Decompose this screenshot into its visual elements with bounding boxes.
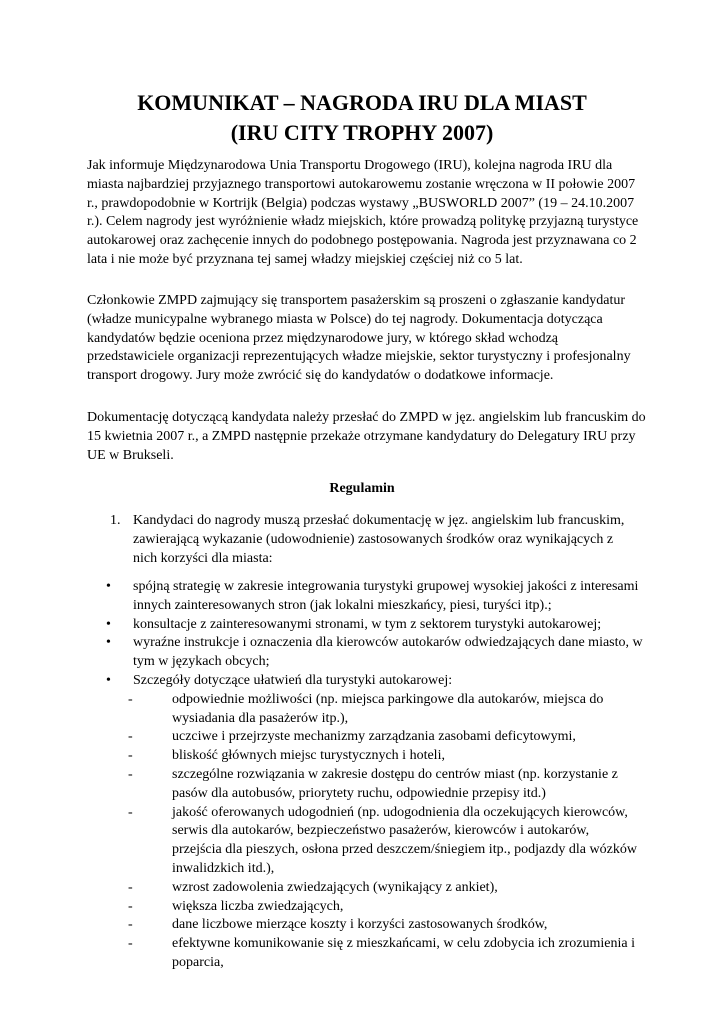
dash-marker: - [128, 766, 133, 782]
regulamin-heading: Regulamin [329, 481, 395, 496]
bullet-icon: • [106, 579, 111, 594]
dash-marker: - [128, 898, 133, 914]
dash-marker: - [128, 936, 133, 952]
numbered-item-marker: 1. [110, 513, 121, 528]
dash-item [0, 935, 724, 973]
paragraph-submission: Dokumentację dotyczącą kandydata należy przesłać do ZMPD w jęz. angielskim lub francuskim do 15 kwietnia 2007 r., a ZMPD następnie przekaże otrzymane kandydatury do Delegatury IRU przy UE w Brukseli. [87, 410, 646, 463]
bullet-icon: • [106, 635, 111, 651]
document-title [84, 88, 640, 148]
dash-marker: - [128, 917, 133, 933]
dash-text: uczciwe i przejrzyste mechanizmy zarządzania zasobami deficytowymi, [172, 729, 576, 745]
dash-marker: - [128, 748, 133, 764]
dash-text: dane liczbowe mierzące koszty i korzyści zastosowanych środków, [172, 917, 548, 933]
bullet-icon: • [106, 672, 111, 688]
dash-text: jakość oferowanych udogodnień (np. udogodnienia dla oczekujących kierowców, serwis dla autokarów, bezpieczeństwo pasażerów, kierowców i autokarów, przejścia dla pieszych, osłona przed deszczem/śniegiem itp., podjazdy dla wózków inwalidzkich itd.), [172, 804, 637, 876]
dash-item [0, 916, 724, 935]
dash-item [0, 898, 724, 917]
dash-text: odpowiednie możliwości (np. miejsca parkingowe dla autokarów, miejsca do wysiadania dla pasażerów itp.), [172, 691, 604, 726]
bullet-icon: • [106, 616, 111, 632]
dash-marker: - [128, 691, 133, 707]
dash-item [0, 728, 724, 747]
dash-marker: - [128, 804, 133, 820]
dash-text: efektywne komunikowanie się z mieszkańcami, w celu zdobycia ich zrozumienia i poparcia, [172, 936, 635, 970]
title-line-2: (IRU CITY TROPHY 2007) [230, 120, 494, 145]
dash-marker: - [128, 879, 133, 895]
bullet-text: Szczegóły dotyczące ułatwień dla turystyki autokarowej: [133, 672, 453, 688]
numbered-item-text: Kandydaci do nagrody muszą przesłać dokumentację w jęz. angielskim lub francuskim, zawierającą wykazanie (udowodnienie) zastosowanych środków oraz wynikających z nich korzyści dla miasta: [133, 513, 625, 566]
dash-item [0, 766, 724, 804]
title-line-1: KOMUNIKAT – NAGRODA IRU DLA MIAST [137, 90, 587, 115]
dash-text: wzrost zadowolenia zwiedzających (wynikający z ankiet), [172, 879, 498, 895]
dash-item [0, 804, 724, 879]
criteria-bullet-list [0, 578, 724, 973]
facilities-dash-list [0, 691, 724, 973]
bullet-item [0, 578, 724, 616]
bullet-item [0, 634, 724, 672]
dash-marker: - [128, 729, 133, 745]
paragraph-intro: Jak informuje Międzynarodowa Unia Transportu Drogowego (IRU), kolejna nagroda IRU dla miasta najbardziej przyjaznego transportowi autokarowemu zostanie wręczona w II połowie 2007 r., prawdopodobnie w Kortrijk (Belgia) podczas wystawy „BUSWORLD 2007” (19 – 24.10.2007 r.). Celem nagrody jest wyróżnienie władz miejskich, które prowadzą politykę przyjazną turystyce autokarowej oraz zachęcenie innych do podobnego postępowania. Nagroda jest przyznawana co 2 lata i nie może być przyznana tej samej władzy miejskiej częściej niż co 5 lat. [87, 158, 639, 267]
dash-item [0, 691, 724, 729]
dash-text: większa liczba zwiedzających, [172, 898, 344, 914]
bullet-item [0, 672, 724, 973]
bullet-text: konsultacje z zainteresowanymi stronami, w tym z sektorem turystyki autokarowej; [133, 616, 602, 632]
dash-text: szczególne rozwiązania w zakresie dostępu do centrów miast (np. korzystanie z pasów dla autobusów, priorytety ruchu, odpowiednie przepisy itd.) [172, 766, 618, 801]
paragraph-members: Członkowie ZMPD zajmujący się transportem pasażerskim są proszeni o zgłaszanie kandydatur (władze municypalne wybranego miasta w Polsce) do tej nagrody. Dokumentacja dotycząca kandydatów będzie oceniona przez międzynarodowe jury, w którego skład wchodzą przedstawiciele organizacji reprezentujących władze miejskie, sektor turystyczny i profesjonalny transport drogowy. Jury może zwrócić się do kandydatów o dodatkowe informacje. [87, 293, 631, 384]
bullet-text: wyraźne instrukcje i oznaczenia dla kierowców autokarów odwiedzających dane miasto, w tym w językach obcych; [133, 635, 643, 670]
dash-item [0, 747, 724, 766]
bullet-item [0, 616, 724, 635]
dash-text: bliskość głównych miejsc turystycznych i hoteli, [172, 748, 445, 764]
bullet-text: spójną strategię w zakresie integrowania turystyki grupowej wysokiej jakości z interesami innych zainteresowanych stron (jak lokalni mieszkańcy, piesi, turyści itp).; [133, 579, 639, 613]
dash-item [0, 879, 724, 898]
